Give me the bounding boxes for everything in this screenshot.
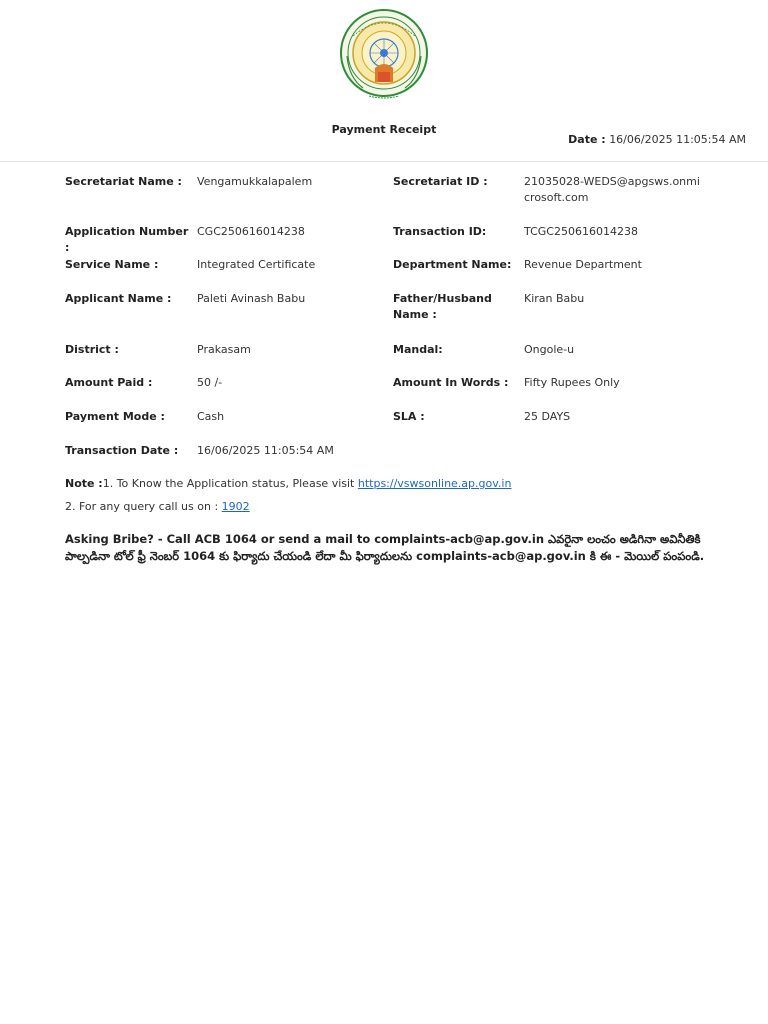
helpline-link[interactable]: 1902 xyxy=(221,500,250,513)
date-value: 16/06/2025 11:05:54 AM xyxy=(609,133,746,146)
department-name-value: Revenue Department xyxy=(524,258,642,271)
payment-mode-label: Payment Mode : xyxy=(65,410,165,423)
note-2-text: 2. For any query call us on : xyxy=(65,500,222,513)
amount-in-words-label: Amount In Words : xyxy=(393,376,509,389)
application-number-label: Application Number : xyxy=(65,225,189,254)
amount-paid-label: Amount Paid : xyxy=(65,376,153,389)
secretariat-id-value: 21035028-WEDS@apgsws.onmicrosoft.com xyxy=(524,175,700,204)
transaction-date-label: Transaction Date : xyxy=(65,444,179,457)
transaction-date-value: 16/06/2025 11:05:54 AM xyxy=(197,444,334,457)
header-divider xyxy=(0,161,768,162)
father-husband-name-value: Kiran Babu xyxy=(524,292,585,305)
application-number-value: CGC250616014238 xyxy=(197,225,305,238)
transaction-id-label: Transaction ID: xyxy=(393,225,487,238)
mandal-label: Mandal: xyxy=(393,343,443,356)
note-1 xyxy=(65,476,511,492)
page-title: Payment Receipt xyxy=(331,123,437,136)
department-name-label: Department Name: xyxy=(393,258,512,271)
payment-mode-value: Cash xyxy=(197,410,225,423)
note-2 xyxy=(65,499,250,515)
mandal-value: Ongole-u xyxy=(524,343,575,356)
service-name-label: Service Name : xyxy=(65,258,159,271)
sla-label: SLA : xyxy=(393,410,425,423)
secretariat-id-label: Secretariat ID : xyxy=(393,175,488,188)
note-1-text: 1. To Know the Application status, Please visit xyxy=(102,477,358,490)
district-value: Prakasam xyxy=(197,343,251,356)
amount-paid-value: 50 /- xyxy=(197,376,223,389)
sla-value: 25 DAYS xyxy=(524,410,571,423)
anti-bribery-notice: Asking Bribe? - Call ACB 1064 or send a mail to complaints-acb@ap.gov.in ఎవరైనా లంచం అడిగినా అవినీతికి పాల్పడినా టోల్ ఫ్రీ నెంబర్ 1064 కు ఫిర్యాదు చేయండి లేదా మీ ఫిర్యాదులను complaints-acb@ap.gov.in కి ఈ - మెయిల్ పంపండి. xyxy=(65,532,705,563)
receipt-date xyxy=(568,133,746,146)
note-label: Note : xyxy=(65,477,103,490)
service-name-value: Integrated Certificate xyxy=(197,258,316,271)
date-label: Date : xyxy=(568,133,606,146)
applicant-name-label: Applicant Name : xyxy=(65,292,172,305)
secretariat-name-value: Vengamukkalapalem xyxy=(197,175,313,188)
secretariat-name-label: Secretariat Name : xyxy=(65,175,182,188)
district-label: District : xyxy=(65,343,119,356)
vswsonline-link[interactable]: https://vswsonline.ap.gov.in xyxy=(357,477,512,490)
state-emblem-icon xyxy=(339,8,429,108)
transaction-id-value: TCGC250616014238 xyxy=(524,225,638,238)
applicant-name-value: Paleti Avinash Babu xyxy=(197,292,306,305)
father-husband-name-label: Father/Husband Name : xyxy=(393,292,492,321)
amount-in-words-value: Fifty Rupees Only xyxy=(524,376,620,389)
